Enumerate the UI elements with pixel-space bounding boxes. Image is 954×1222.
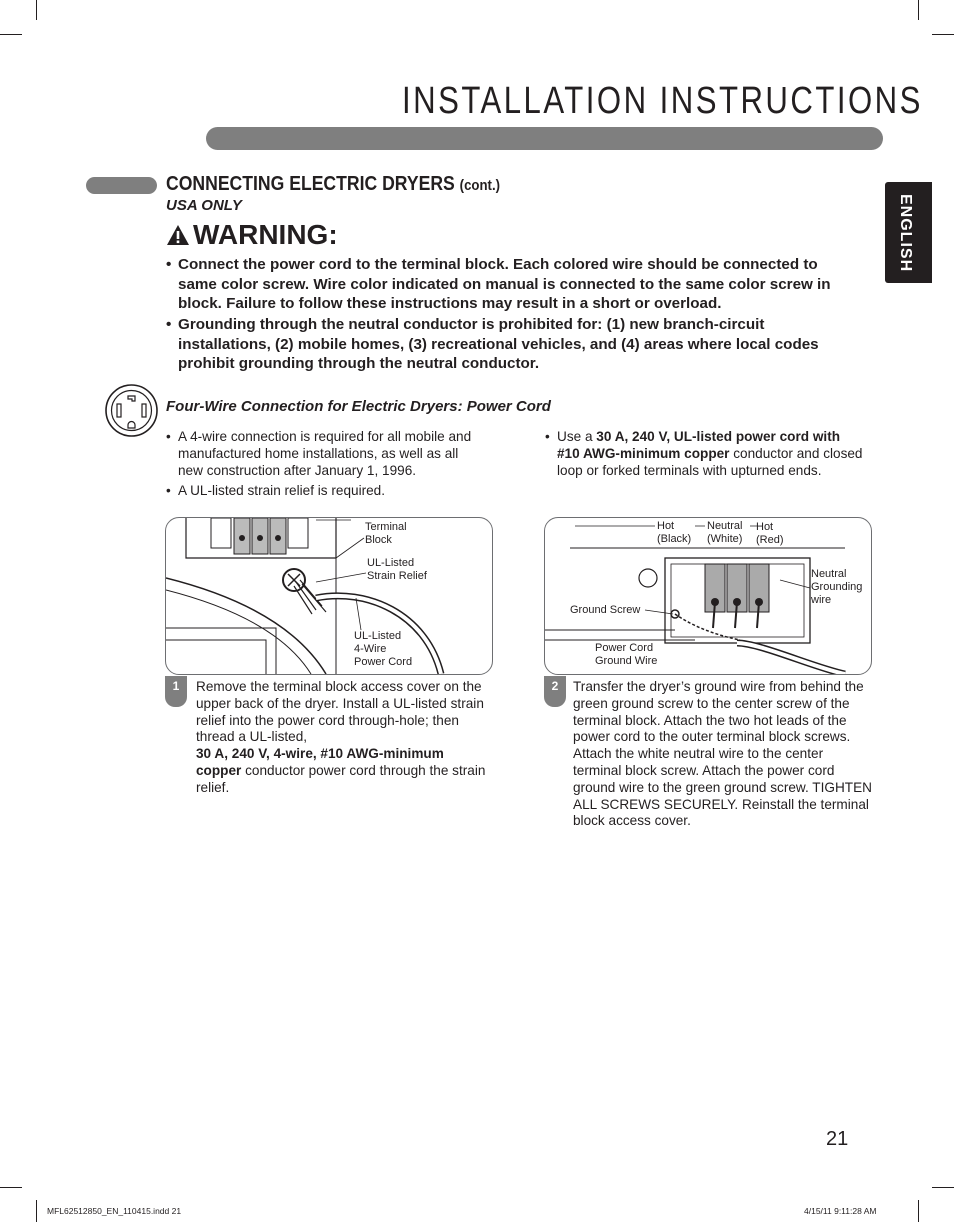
page-number: 21 [826,1128,849,1150]
warning-bullet: • Connect the power cord to the terminal block. Each colored wire should be connected to same color screw. Wire color indicated on manual is connected to the same color screw in block. Failure to follow these instructions may result in a short or overload. [166,255,856,314]
crop-mark [918,0,919,20]
cord-requirement-bold: 30 A, 240 V, UL-listed power cord with #10 AWG-minimum copper [557,429,841,461]
label-hot-black: Hot (Black) [657,520,692,545]
step-2-text: Transfer the dryer’s ground wire from behind the green ground screw to the center screw of the terminal block. Attach the two hot leads of the power cord to the outer terminal block screws. Attach the white neutral wire to the center terminal block screw. Attach the power cord ground wire to the green ground screw. TIGHTEN ALL SCREWS SECURELY. Reinstall the terminal block access cover. [573,679,872,829]
strain-relief-illustration [166,518,492,674]
crop-mark [36,0,37,20]
label-strain-relief: UL-Listed Strain Relief [367,557,427,582]
label-ground-screw: Ground Screw [570,604,641,616]
subsection-title: Four-Wire Connection for Electric Dryers: Power Cord [166,398,551,415]
step-1-bold: 30 A, 240 V, 4-wire, #10 AWG-minimum copper [196,746,444,778]
region-note: USA ONLY [166,197,242,214]
crop-mark [0,1187,22,1188]
requirement-bullet: • A 4-wire connection is required for all mobile and manufactured home installations, as well as all new construction after January 1, 1996. [166,428,486,479]
figure-strain-relief [165,517,493,675]
label-power-cord: UL-Listed 4-Wire Power Cord [354,630,413,668]
label-cord-ground: Power Cord Ground Wire [595,642,658,667]
warning-label: WARNING: [193,219,338,250]
cord-requirement-pre: Use a [557,429,597,444]
step-1-text-b: conductor power cord through the strain relief. [196,762,486,795]
label-terminal-block: Terminal Block [365,521,407,546]
crop-mark [932,34,954,35]
footer-date: 4/15/11 9:11:28 AM [804,1206,877,1216]
section-title [166,173,500,196]
warning-bullet-text: Grounding through the neutral conductor is prohibited for: (1) new branch-circuit installations, (2) mobile homes, (3) recreational vehicles, and (4) areas where local codes prohibit grounding through the neutral conductor. [178,316,819,372]
section-pill [86,177,157,194]
step-number: 1 [165,676,187,707]
requirement-text: A 4-wire connection is required for all mobile and manufactured home installations, as well as all new construction after January 1, 1996. [178,429,472,478]
warning-heading [166,219,338,251]
page-title: INSTALLATION INSTRUCTIONS [402,80,923,122]
requirement-bullet: • A UL-listed strain relief is required. [166,482,486,499]
footer-file: MFL62512850_EN_110415.indd 21 [47,1206,182,1216]
four-prong-outlet-icon [104,383,159,438]
warning-bullet: • Grounding through the neutral conductor is prohibited for: (1) new branch-circuit installations, (2) mobile homes, (3) recreational vehicles, and (4) areas where local codes prohibit grounding through the neutral conductor. [166,315,856,374]
requirement-text: A UL-listed strain relief is required. [178,483,386,498]
crop-mark [932,1187,954,1188]
language-tab [885,182,932,283]
section-cont: (cont.) [459,177,501,194]
label-hot-red: Hot (Red) [756,521,784,546]
crop-mark [36,1200,37,1222]
step-1-text [196,679,486,797]
figure-terminal-wiring [544,517,872,675]
label-neutral-white: Neutral (White) [707,520,743,545]
step-1-text-a: Remove the terminal block access cover on the upper back of the dryer. Install a UL-listed strain relief into the power cord through-hole; then thread a UL-listed, [196,679,484,745]
step-number: 2 [544,676,566,707]
label-neutral-ground: Neutral Grounding wire [811,568,863,606]
cord-requirement-post: conductor and closed loop or forked terminals with upturned ends. [557,446,863,478]
warning-bullet-text: Connect the power cord to the terminal block. Each colored wire should be connected to same color screw. Wire color indicated on manual is connected to the same color screw in block. Failure to follow these instructions may result in a short or overload. [178,256,831,312]
crop-mark [918,1200,919,1222]
warning-icon [166,224,190,246]
title-bar [206,127,883,150]
language-tab-label: ENGLISH [897,194,914,273]
section-title-text: CONNECTING ELECTRIC DRYERS [166,173,455,195]
cord-requirement-bullet: • Use a 30 A, 240 V, UL-listed power cord with #10 AWG-minimum copper conductor and closed loop or forked terminals with upturned ends. [545,429,863,478]
crop-mark [0,34,22,35]
